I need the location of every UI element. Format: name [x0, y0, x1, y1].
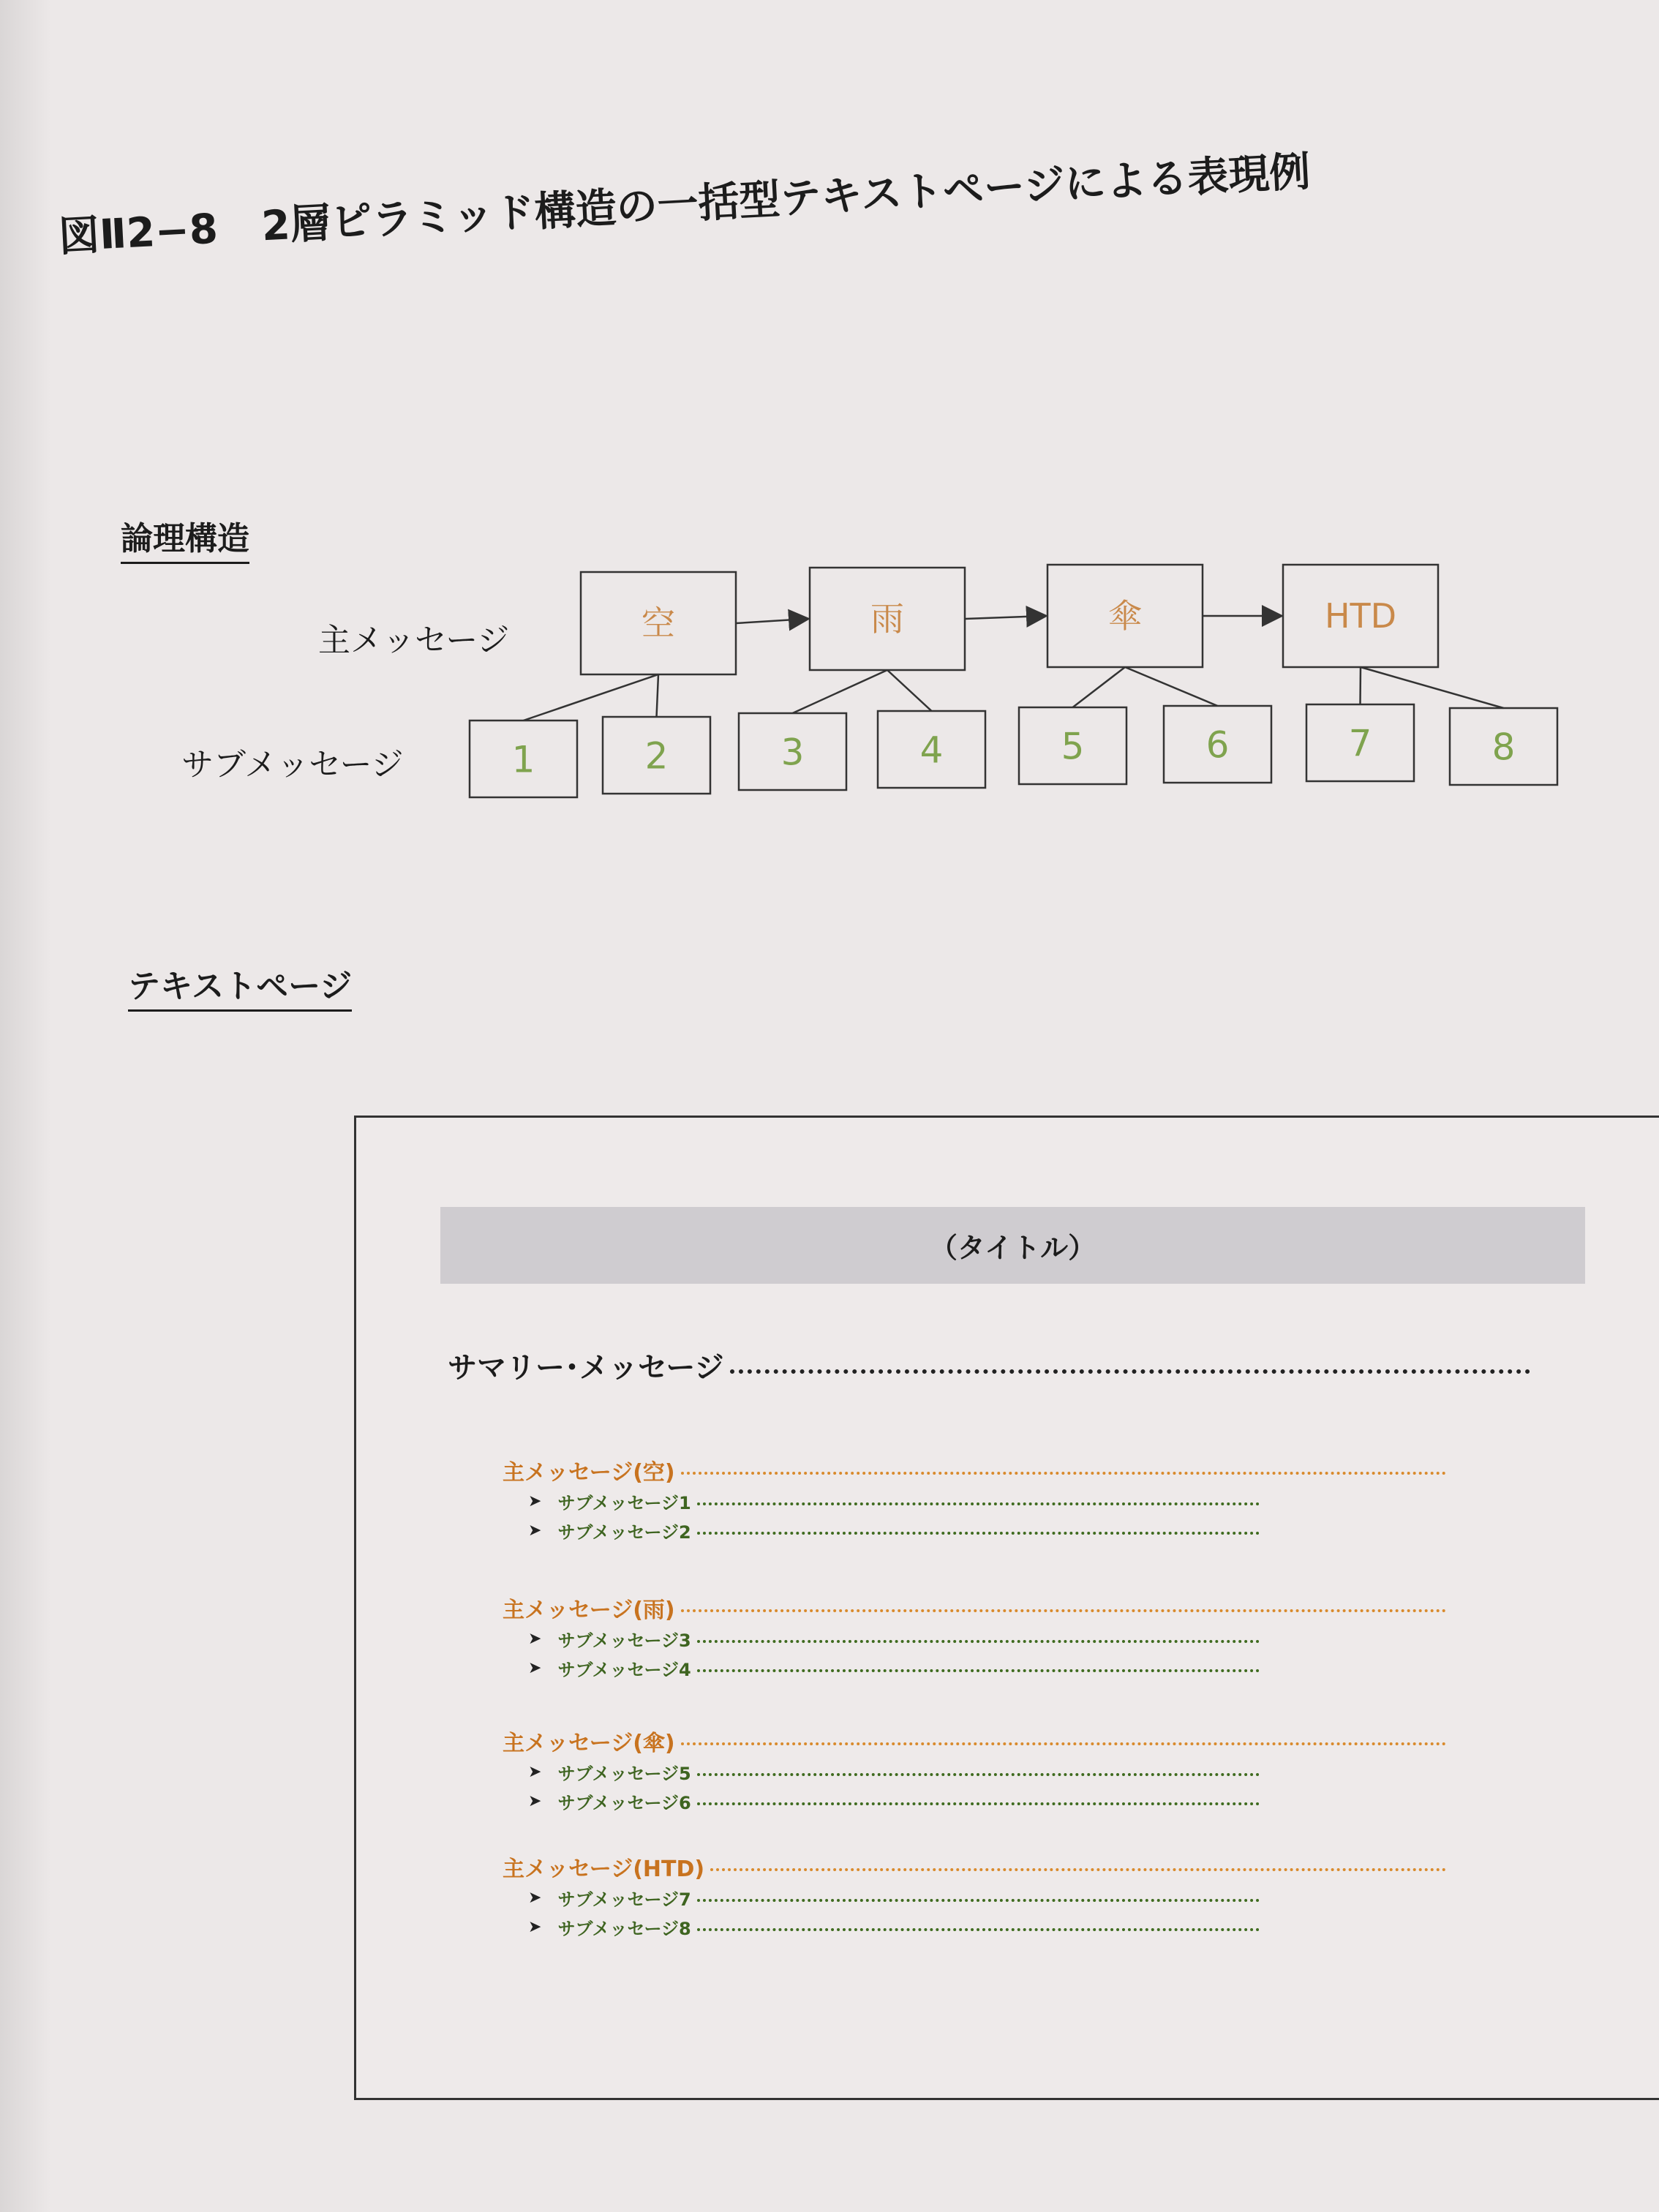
sub-message-box-label: 5	[1061, 725, 1085, 768]
sub-message-text: サブメッセージ7	[557, 1889, 691, 1910]
main-message-line	[503, 1592, 1446, 1624]
figure-number: 図Ⅱ2−8	[57, 205, 219, 261]
main-message-line	[503, 1851, 1446, 1883]
sub-message-line	[528, 1912, 1260, 1941]
sub-message-box-label: 1	[511, 738, 535, 781]
pyramid-diagram	[0, 0, 1659, 878]
tree-connector	[657, 674, 659, 717]
main-message-line	[503, 1454, 1446, 1486]
main-leader-dots	[710, 1868, 1446, 1871]
sub-message-line	[528, 1516, 1260, 1545]
arrow-bullet-icon: ➤	[528, 1888, 542, 1907]
sub-message-line	[528, 1624, 1260, 1653]
sub-message-text: サブメッセージ4	[557, 1659, 691, 1680]
message-group	[503, 1592, 1446, 1682]
main-message-box-label: HTD	[1324, 596, 1397, 636]
main-message-box-label: 雨	[870, 599, 904, 639]
main-message-text: 主メッセージ(傘)	[503, 1731, 675, 1756]
summary-leader-dots	[730, 1369, 1530, 1374]
sub-message-text: サブメッセージ3	[557, 1630, 691, 1651]
sub-message-box-label: 2	[644, 734, 669, 778]
sub-message-box-label: 8	[1491, 726, 1516, 769]
main-message-text: 主メッセージ(HTD)	[503, 1856, 705, 1882]
sub-message-box-label: 4	[919, 729, 944, 772]
arrow-bullet-icon: ➤	[528, 1917, 542, 1936]
summary-message-line	[448, 1344, 1530, 1386]
sub-message-line	[528, 1757, 1260, 1786]
main-message-box-label: 傘	[1108, 596, 1142, 636]
sub-leader-dots	[697, 1802, 1260, 1805]
tree-connector	[524, 674, 659, 721]
main-message-row-label: 主メッセージ	[318, 622, 510, 659]
tree-connector	[1073, 667, 1126, 707]
main-leader-dots	[681, 1742, 1446, 1745]
sub-message-row-label: サブメッセージ	[181, 746, 404, 783]
arrow-bullet-icon: ➤	[528, 1658, 542, 1677]
sub-message-text: サブメッセージ1	[557, 1492, 691, 1513]
message-group	[503, 1851, 1446, 1941]
message-group	[503, 1454, 1446, 1545]
tree-connector	[887, 670, 932, 711]
arrow-connector	[965, 616, 1045, 619]
sub-message-box-label: 7	[1348, 722, 1372, 765]
slide-title: （タイトル）	[440, 1207, 1585, 1284]
sub-message-text: サブメッセージ6	[557, 1792, 691, 1813]
sub-message-line	[528, 1653, 1260, 1682]
arrow-bullet-icon: ➤	[528, 1791, 542, 1810]
sub-leader-dots	[697, 1669, 1260, 1672]
arrow-bullet-icon: ➤	[528, 1491, 542, 1511]
tree-connector	[1125, 667, 1218, 706]
sub-message-text: サブメッセージ2	[557, 1521, 691, 1543]
tree-connector	[1361, 667, 1504, 708]
tree-connector	[793, 670, 888, 713]
sub-leader-dots	[697, 1502, 1260, 1505]
main-leader-dots	[681, 1609, 1446, 1612]
sub-leader-dots	[697, 1532, 1260, 1535]
main-message-box-label: 空	[642, 603, 675, 643]
arrow-connector	[736, 619, 807, 623]
text-page-heading: テキストページ	[128, 960, 352, 1012]
main-leader-dots	[681, 1472, 1446, 1475]
sub-message-box-label: 3	[780, 731, 805, 774]
message-group	[503, 1725, 1446, 1816]
sub-leader-dots	[697, 1928, 1260, 1931]
sub-leader-dots	[697, 1773, 1260, 1776]
sub-leader-dots	[697, 1899, 1260, 1902]
text-page-slide	[354, 1116, 1659, 2100]
sub-message-box-label: 6	[1205, 723, 1230, 767]
arrow-bullet-icon: ➤	[528, 1762, 542, 1781]
arrow-bullet-icon: ➤	[528, 1629, 542, 1648]
figure-caption: 2層ピラミッド構造の一括型テキストページによる表現例	[260, 148, 1312, 251]
sub-message-line	[528, 1883, 1260, 1912]
main-message-line	[503, 1725, 1446, 1757]
sub-message-line	[528, 1786, 1260, 1816]
logic-structure-heading: 論理構造	[121, 512, 249, 564]
summary-message: サマリー･メッセージ	[448, 1351, 724, 1385]
sub-leader-dots	[697, 1640, 1260, 1643]
sub-message-text: サブメッセージ5	[557, 1763, 691, 1784]
sub-message-line	[528, 1486, 1260, 1516]
main-message-text: 主メッセージ(雨)	[503, 1598, 675, 1623]
sub-message-text: サブメッセージ8	[557, 1918, 691, 1939]
arrow-bullet-icon: ➤	[528, 1521, 542, 1540]
main-message-text: 主メッセージ(空)	[503, 1460, 675, 1486]
